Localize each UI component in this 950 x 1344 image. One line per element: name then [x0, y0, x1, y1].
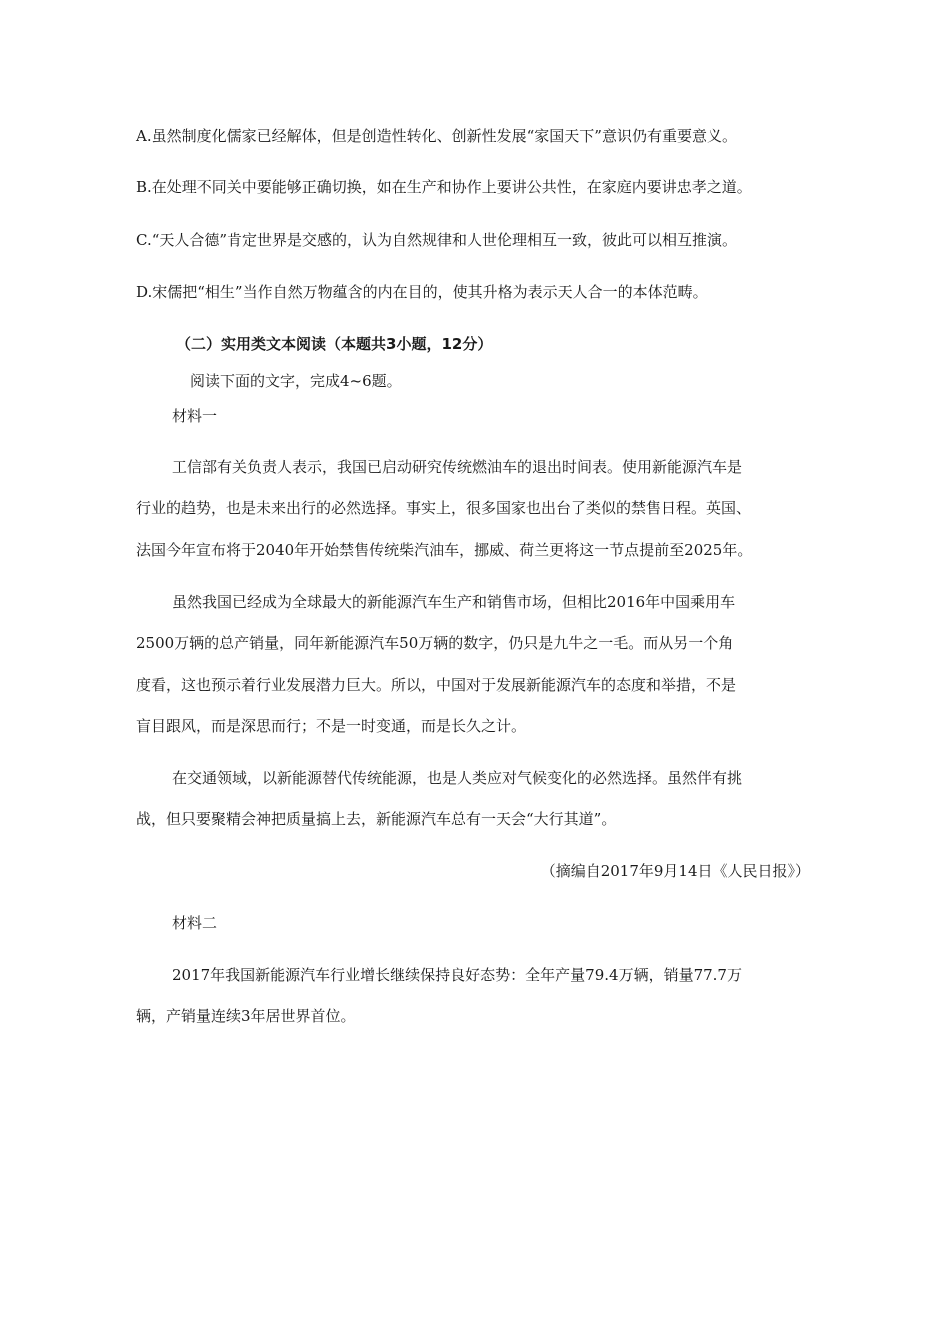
paragraph-line: 辆，产销量连续3年居世界首位。 — [136, 1007, 356, 1025]
material-two-label: 材料二 — [172, 914, 218, 932]
paragraph-line: 虽然我国已经成为全球最大的新能源汽车生产和销售市场，但相比2016年中国乘用车 — [172, 593, 736, 611]
paragraph-line: 行业的趋势，也是未来出行的必然选择。事实上，很多国家也出台了类似的禁售日程。英国、 — [136, 499, 752, 517]
paragraph-line: 2017年我国新能源汽车行业增长继续保持良好态势：全年产量79.4万辆，销量77.7万 — [172, 966, 742, 984]
material-one-label: 材料一 — [172, 407, 218, 425]
section-heading: （二）实用类文本阅读（本题共3小题，12分） — [176, 335, 493, 353]
option-a: A.虽然制度化儒家已经解体，但是创造性转化、创新性发展“家国天下”意识仍有重要意义。 — [136, 127, 737, 145]
paragraph-line: 在交通领域，以新能源替代传统能源，也是人类应对气候变化的必然选择。虽然伴有挑 — [172, 769, 743, 787]
paragraph-line: 法国今年宣布将于2040年开始禁售传统柴汽油车，挪威、荷兰更将这一节点提前至2025年。 — [136, 541, 753, 559]
option-d: D.宋儒把“相生”当作自然万物蕴含的内在目的，使其升格为表示天人合一的本体范畴。 — [136, 283, 708, 301]
option-b: B.在处理不同关中要能够正确切换，如在生产和协作上要讲公共性，在家庭内要讲忠孝之道。 — [136, 178, 752, 196]
paragraph-line: 战，但只要聚精会神把质量搞上去，新能源汽车总有一天会“大行其道”。 — [136, 810, 617, 828]
paragraph-line: 盲目跟风，而是深思而行；不是一时变通，而是长久之计。 — [136, 717, 527, 735]
paragraph-line: 2500万辆的总产销量，同年新能源汽车50万辆的数字，仍只是九牛之一毛。而从另一个角 — [136, 634, 734, 652]
paragraph-line: 工信部有关负责人表示，我国已启动研究传统燃油车的退出时间表。使用新能源汽车是 — [172, 458, 743, 476]
option-c: C.“天人合德”肯定世界是交感的，认为自然规律和人世伦理相互一致，彼此可以相互推演。 — [136, 231, 738, 249]
paragraph-line: 度看，这也预示着行业发展潜力巨大。所以，中国对于发展新能源汽车的态度和举措，不是 — [136, 676, 737, 694]
source-citation: （摘编自2017年9月14日《人民日报》） — [540, 862, 810, 880]
section-instruction: 阅读下面的文字，完成4~6题。 — [190, 372, 402, 390]
